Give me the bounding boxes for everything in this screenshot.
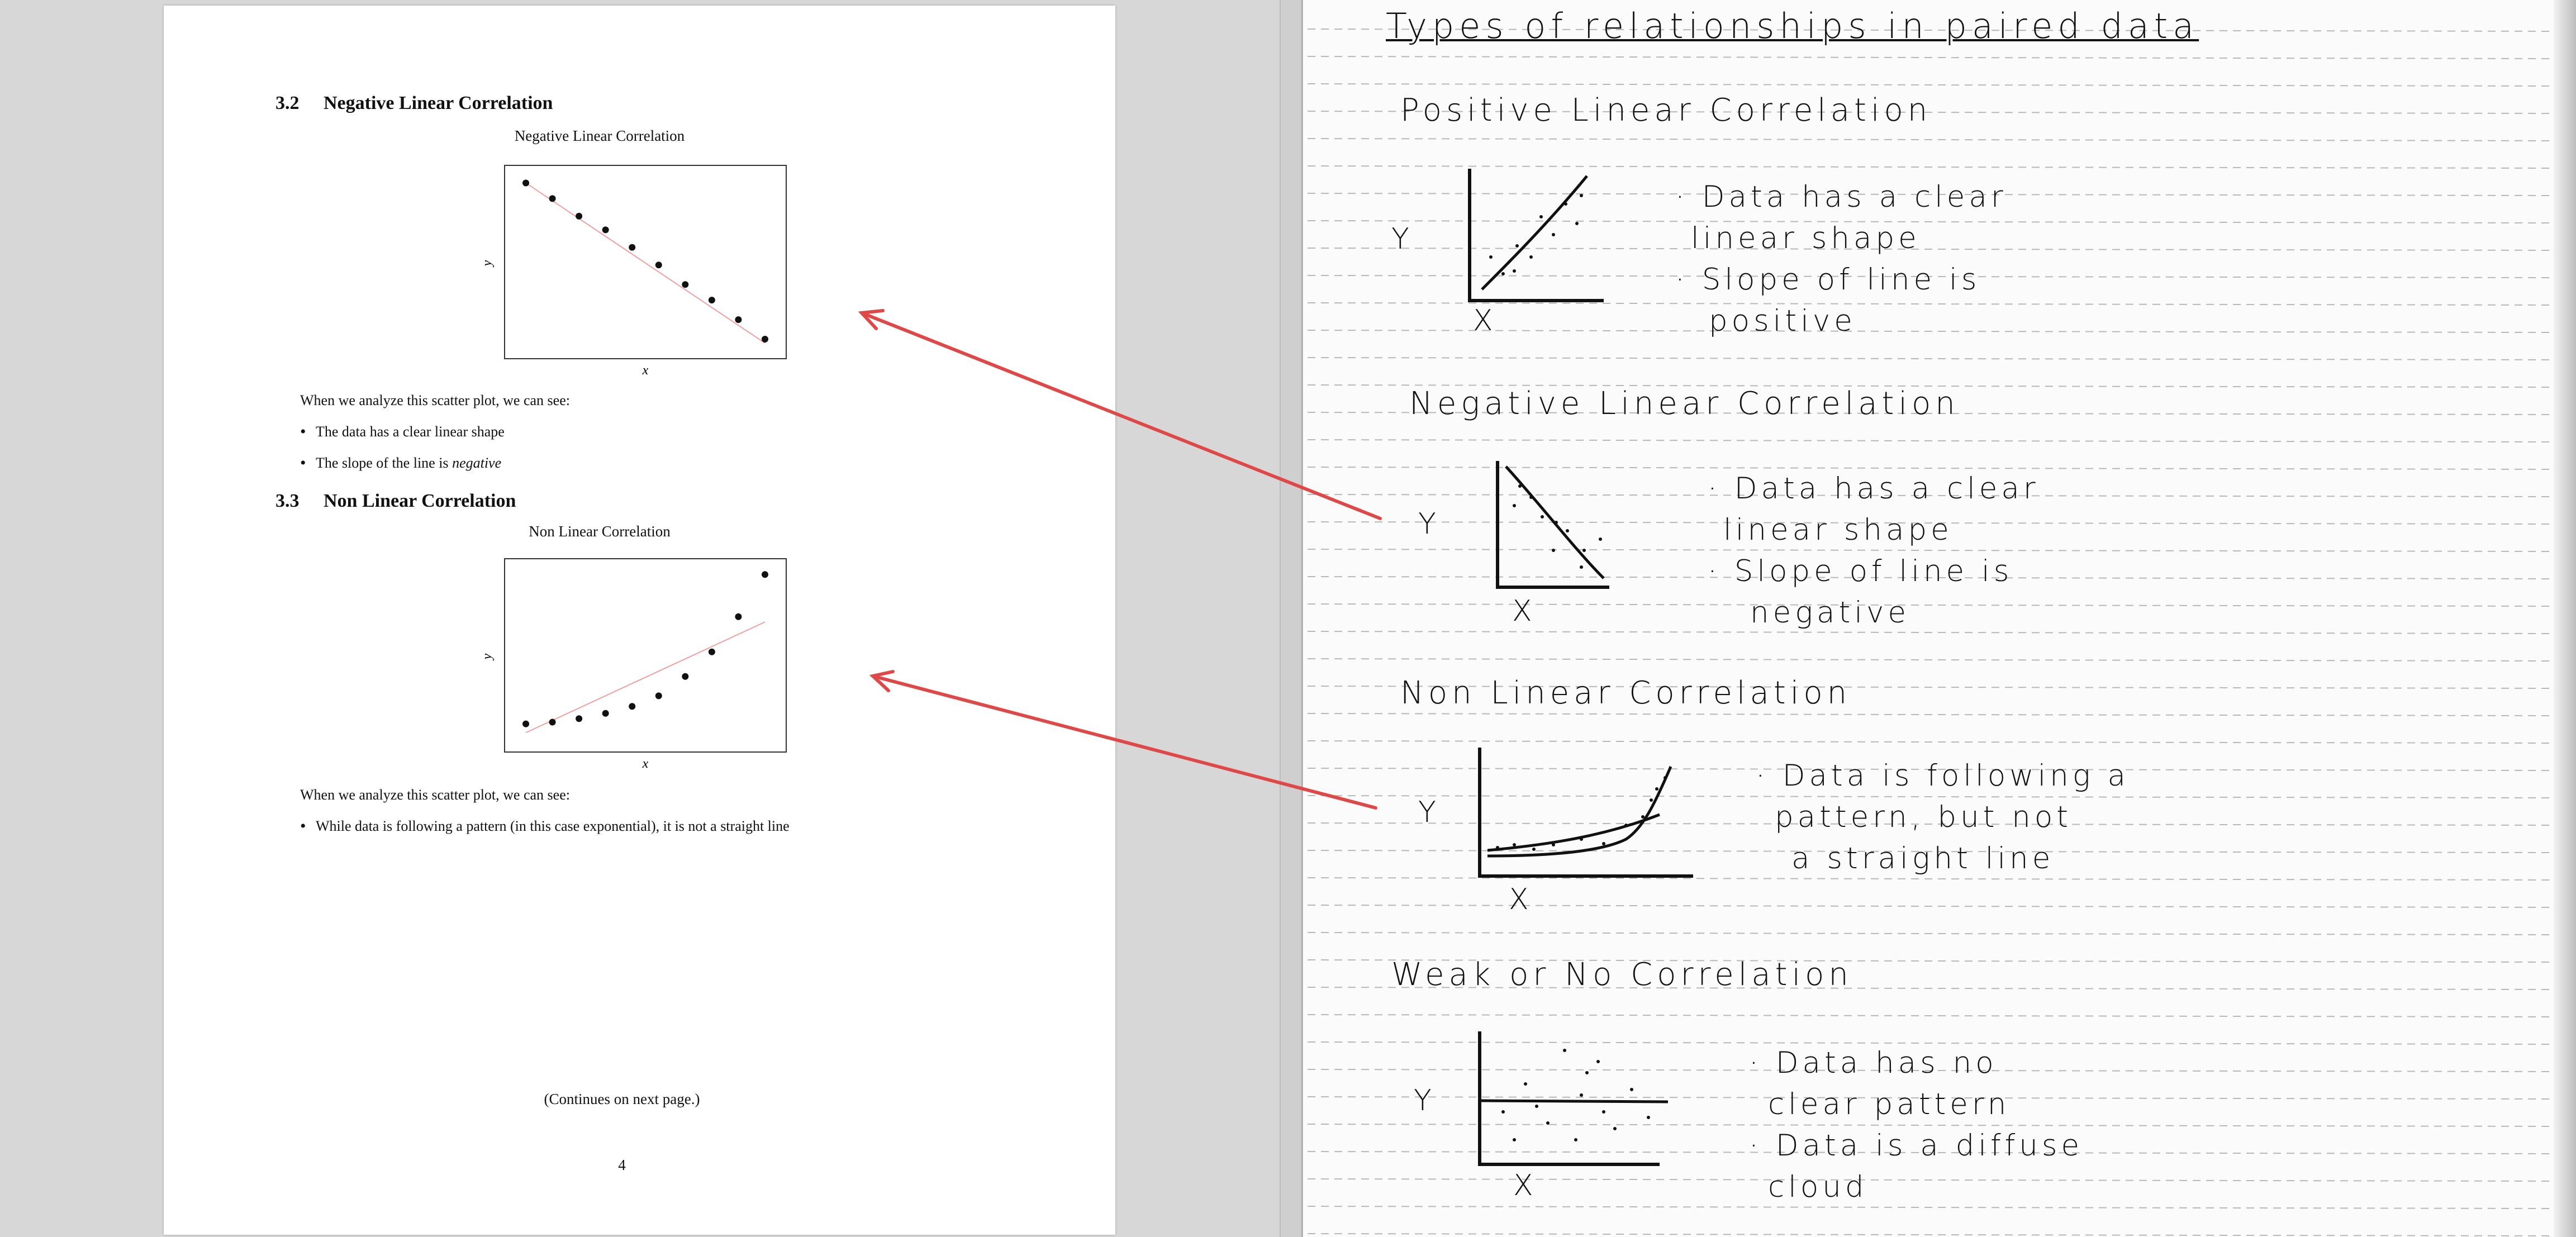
axis-y: Y [1414,1084,1432,1117]
pdf-viewer-pane[interactable] [0,0,1280,1237]
bullet-text: The slope of the line is [316,455,453,471]
data-point [522,721,529,727]
fit-line [526,622,765,732]
fit-line [526,183,765,343]
x-axis-label: x [642,363,649,378]
split-divider[interactable] [1280,0,1302,1237]
x-axis-label: x [642,757,649,771]
data-point [735,613,742,620]
data-point [655,692,662,699]
notes-nonlinear [1756,755,2130,879]
section-number: 3.3 [275,491,300,511]
plot-frame [505,165,786,359]
data-point [709,649,715,655]
note-line: negative [1750,596,1910,630]
ruled-line [1308,659,2554,661]
bullet-negative-slope [316,455,501,472]
y-axis-label: y [480,653,495,660]
bullet-emphasis: negative [452,455,502,471]
y-axis-label: y [480,260,495,267]
notes-negative [1708,468,2040,634]
section-heading-3-3 [275,491,516,512]
dots [1496,776,1667,851]
axis-x: X [1509,883,1529,916]
axis-y: Y [1418,507,1436,541]
trend-line [1482,176,1587,289]
axis-x: X [1512,594,1532,628]
plot-caption-negative: Negative Linear Correlation [514,127,685,144]
heading-positive: Positive Linear Correlation [1400,92,1932,129]
data-point [629,244,635,251]
note-line: cloud [1768,1170,1868,1204]
section-number: 3.2 [275,93,300,113]
note-line: positive [1709,304,1856,338]
data-point [709,297,715,303]
axis-y: Y [1418,796,1436,829]
data-point [762,336,768,342]
data-point [602,710,609,717]
axis-x: X [1513,1169,1533,1202]
data-point [576,213,582,220]
note-line: · Data is a diffuse [1749,1129,2084,1163]
dots [1501,1049,1650,1141]
negative-correlation-scatter-plot [480,160,774,383]
note-line: · Data has no [1749,1046,1998,1080]
analysis-intro-negative: When we analyze this scatter plot, we can see: [300,392,570,408]
ruled-line [1308,358,2554,360]
ruled-line [1308,440,2554,442]
note-line: linear shape [1691,221,1921,255]
ruled-line [1308,1234,2554,1236]
plot-caption-nonlinear: Non Linear Correlation [529,523,671,540]
notebook-edge [2554,0,2576,1237]
ruled-line [1308,713,2554,716]
sketch-nonlinear [1436,744,1704,917]
heading-nonlinear: Non Linear Correlation [1400,675,1852,711]
axis-x: X [1473,304,1493,337]
axis-y: Y [1391,222,1409,256]
sketch-weak [1436,1028,1682,1173]
note-line: a straight line [1791,841,2055,876]
data-point [522,179,529,186]
data-point [655,261,662,268]
heading-weak: Weak or No Correlation [1391,957,1853,993]
trend-line [1481,1101,1668,1102]
note-line: clear pattern [1768,1087,2011,1121]
data-point [576,715,582,722]
note-line: · Slope of line is [1675,263,1981,297]
nonlinear-correlation-scatter-plot [480,553,774,777]
sketch-positive [1419,162,1604,346]
data-point [682,281,688,288]
pdf-page [164,6,1115,1235]
axes [1480,1031,1660,1164]
data-point [682,673,688,680]
analysis-intro-nonlinear: When we analyze this scatter plot, we can see: [300,787,570,803]
curve [1487,767,1671,856]
data-point [549,719,556,726]
data-point [735,316,742,323]
handwritten-notes-pane [1302,0,2576,1237]
note-line: · Slope of line is [1708,554,2013,588]
note-line: · Data has a clear [1708,472,2040,506]
note-line: · Data is following a [1756,759,2130,793]
data-point [549,195,556,202]
heading-negative: Negative Linear Correlation [1409,386,1960,422]
bullet-linear-shape: • The data has a clear linear shape [316,424,505,440]
page-number: 4 [618,1157,626,1173]
ruled-line [1308,56,2554,59]
notes-positive [1675,177,2007,342]
ruled-line [1308,139,2554,141]
ruled-line [1308,84,2554,86]
ruled-line [1308,741,2554,743]
note-line: · Data has a clear [1675,180,2007,214]
continues-note: (Continues on next page.) [544,1091,700,1107]
section-title: Negative Linear Correlation [324,93,553,113]
section-heading-3-2 [275,93,553,114]
section-title: Non Linear Correlation [324,491,516,511]
ruled-line [1308,1015,2554,1017]
ruled-line [1308,932,2554,935]
data-point [602,226,609,233]
sketch-negative [1442,455,1626,634]
data-point [629,703,635,710]
bullet-not-straight-line: • While data is following a pattern (in this case exponential), it is not a straight line [316,818,790,835]
note-line: pattern, but not [1775,800,2073,834]
data-point [762,571,768,578]
notes-weak [1749,1043,2083,1208]
note-line: linear shape [1723,513,1953,547]
notes-title: Types of relationships in paired data [1386,6,2199,46]
